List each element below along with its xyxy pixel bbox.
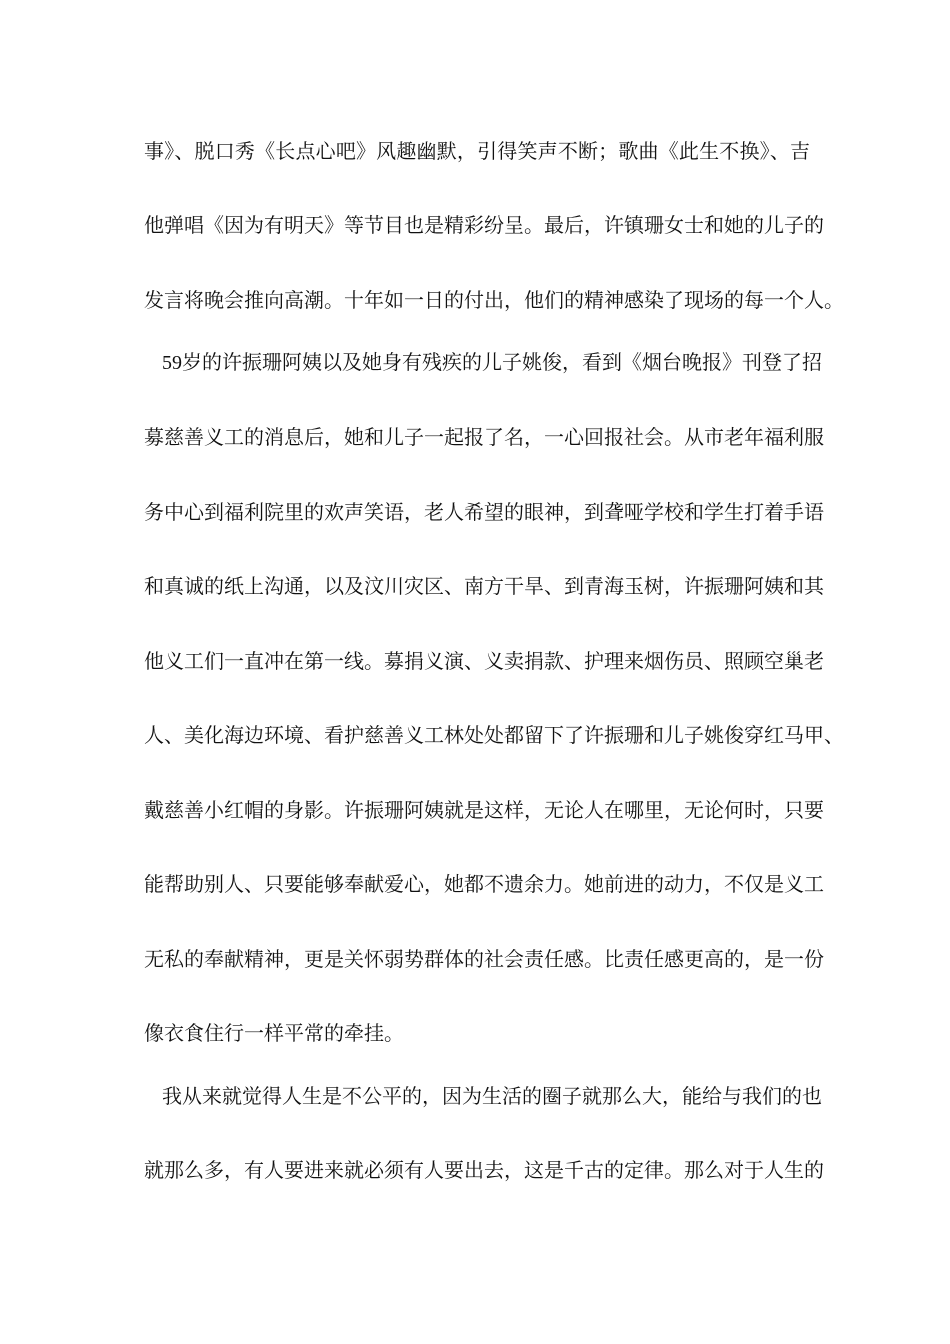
text-line: 人、美化海边环境、看护慈善义工林处处都留下了许振珊和儿子姚俊穿红马甲、 [144,723,844,747]
text-line: 他弹唱《因为有明天》等节目也是精彩纷呈。最后，许镇珊女士和她的儿子的 [144,213,824,237]
text-line: 戴慈善小红帽的身影。许振珊阿姨就是这样，无论人在哪里，无论何时，只要 [144,798,824,822]
text-line: 就那么多，有人要进来就必须有人要出去，这是千古的定律。那么对于人生的 [144,1158,824,1182]
text-line: 务中心到福利院里的欢声笑语，老人希望的眼神，到聋哑学校和学生打着手语 [144,500,824,524]
text-line: 发言将晚会推向高潮。十年如一日的付出，他们的精神感染了现场的每一个人。 [144,288,844,312]
text-line: 和真诚的纸上沟通，以及汶川灾区、南方干旱、到青海玉树，许振珊阿姨和其 [144,574,824,598]
text-line: 像衣食住行一样平常的牵挂。 [144,1021,404,1045]
text-line: 事》、脱口秀《长点心吧》风趣幽默，引得笑声不断；歌曲《此生不换》、吉 [144,139,810,163]
text-line: 无私的奉献精神，更是关怀弱势群体的社会责任感。比责任感更高的，是一份 [144,947,824,971]
text-line: 他义工们一直冲在第一线。募捐义演、义卖捐款、护理来烟伤员、照顾空巢老 [144,649,824,673]
text-line: 募慈善义工的消息后，她和儿子一起报了名，一心回报社会。从市老年福利服 [144,425,824,449]
age-number: 59 [162,352,182,374]
text-line: 岁的许振珊阿姨以及她身有残疾的儿子姚俊，看到《烟台晚报》刊登了招 [182,350,822,374]
paragraph-first-line [162,347,822,377]
paragraph-first-line: 我从来就觉得人生是不公平的，因为生活的圈子就那么大，能给与我们的也 [162,1084,822,1108]
text-line: 能帮助别人、只要能够奉献爱心，她都不遗余力。她前进的动力，不仅是义工 [144,872,824,896]
